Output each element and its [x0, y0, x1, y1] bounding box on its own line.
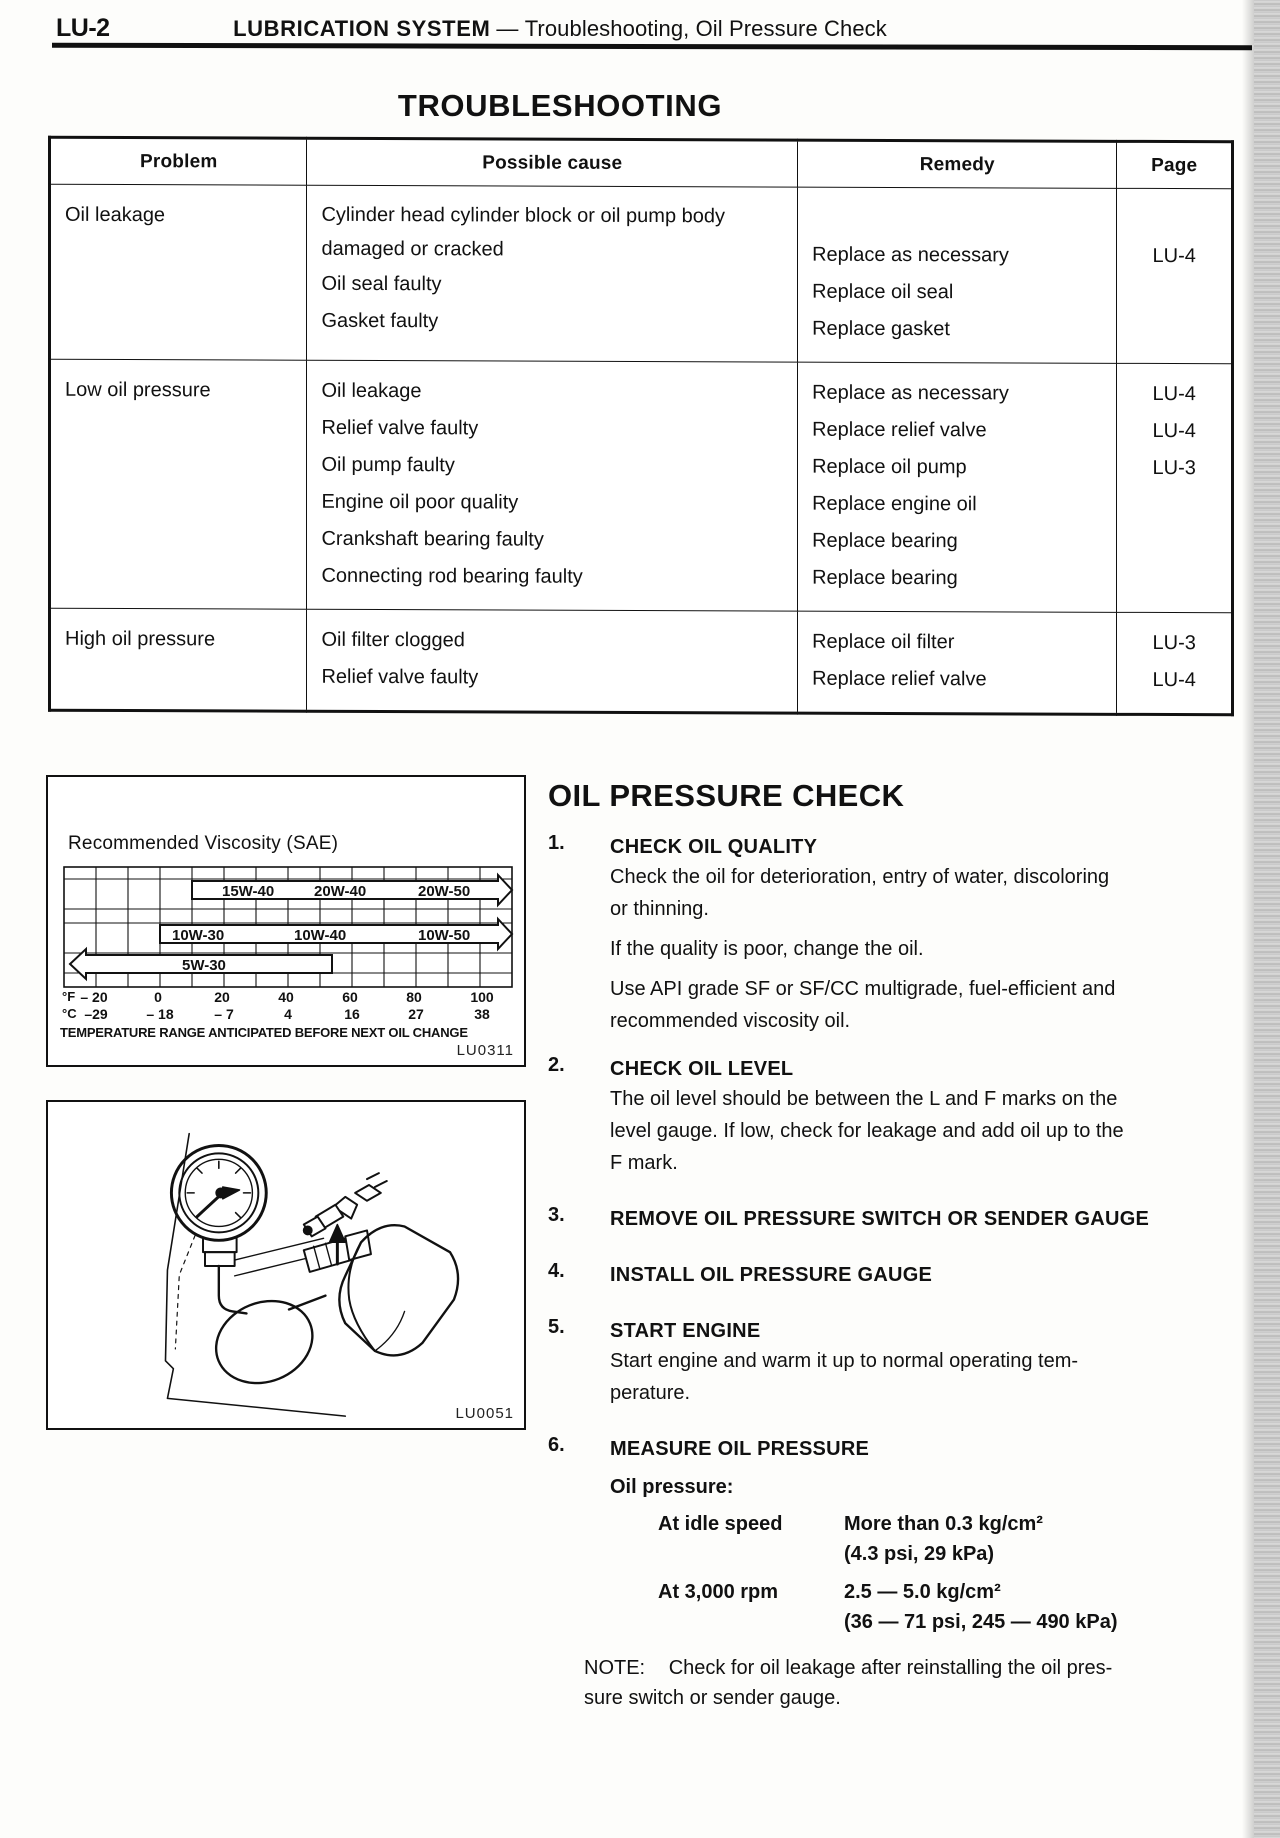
svg-text:10W-40: 10W-40 [294, 927, 347, 944]
step-body-line: level gauge. If low, check for leakage and add oil up to the [610, 1120, 1124, 1142]
header-system-name: LUBRICATION SYSTEM [233, 16, 491, 41]
cell-remedy: Replace as necessary [812, 243, 1009, 267]
tick-c: – 18 [146, 1006, 174, 1022]
column-header-remedy: Remedy [919, 154, 995, 176]
tick-c: 16 [344, 1006, 360, 1022]
note-line: sure switch or sender gauge. [584, 1687, 841, 1709]
cell-cause: Cylinder head cylinder block or oil pump body damaged or cracked [321, 203, 726, 261]
spec-row-3000rpm [658, 1577, 1254, 1607]
header-dash: — [496, 16, 519, 41]
procedure-title: OIL PRESSURE CHECK [548, 778, 905, 813]
step-heading: CHECK OIL QUALITY [610, 836, 818, 858]
scan-page-edge [1254, 0, 1280, 1838]
troubleshooting-title: TROUBLESHOOTING [397, 88, 723, 123]
step-body-line: If the quality is poor, change the oil. [610, 938, 924, 960]
procedure-step-6 [548, 1434, 1254, 1464]
cell-remedy: Replace bearing [812, 529, 958, 553]
step-heading: START ENGINE [610, 1320, 761, 1342]
viscosity-temperature-scale [62, 989, 514, 1023]
figure-viscosity-chart [46, 775, 526, 1067]
step-body [610, 862, 1254, 1036]
procedure-step-4 [548, 1260, 1254, 1290]
cell-cause: Oil leakage [321, 379, 422, 403]
cell-remedy: Replace gasket [812, 317, 950, 341]
table-row [50, 359, 1233, 613]
procedure-step-3 [548, 1204, 1254, 1234]
spec-label: Oil pressure: [610, 1476, 734, 1498]
cell-page: LU-4 [1152, 382, 1196, 406]
spec-row-idle [658, 1509, 1254, 1539]
cell-problem: High oil pressure [65, 627, 216, 651]
step-heading: INSTALL OIL PRESSURE GAUGE [610, 1264, 933, 1286]
cell-page: LU-4 [1152, 668, 1196, 692]
spec-value: 2.5 — 5.0 kg/cm² [844, 1581, 1001, 1603]
header-subtitle: Troubleshooting, Oil Pressure Check [524, 16, 887, 41]
oil-pressure-gauge-diagram [48, 1102, 524, 1428]
tick-f: 20 [214, 989, 230, 1005]
note-label: NOTE: [584, 1657, 646, 1679]
step-heading: CHECK OIL LEVEL [610, 1058, 794, 1080]
tick-f: 100 [470, 989, 494, 1005]
spec-value-alt-units: (36 — 71 psi, 245 — 490 kPa) [844, 1611, 1118, 1633]
step-heading: REMOVE OIL PRESSURE SWITCH OR SENDER GAUGE [610, 1208, 1150, 1230]
troubleshooting-table [48, 136, 1234, 717]
unit-celsius: °C [62, 1006, 77, 1021]
tick-f: – 20 [80, 989, 108, 1005]
cell-cause: Oil seal faulty [321, 272, 442, 296]
cell-cause: Oil pump faulty [321, 453, 455, 477]
step-number: 2. [548, 1054, 565, 1076]
step-body [610, 1084, 1254, 1178]
svg-text:15W-40: 15W-40 [222, 883, 275, 900]
step-number: 6. [548, 1434, 565, 1456]
cell-remedy: Replace relief valve [812, 418, 987, 442]
svg-text:20W-50: 20W-50 [418, 883, 471, 900]
figure-oil-pressure-gauge [46, 1100, 526, 1430]
step-body-line: F mark. [610, 1152, 678, 1174]
note-line: Check for oil leakage after reinstalling the oil pres- [668, 1657, 1113, 1679]
tick-f: 40 [278, 989, 294, 1005]
cell-remedy: Replace relief valve [812, 667, 987, 691]
step-number: 4. [548, 1260, 565, 1282]
procedure-step-2 [548, 1054, 1254, 1178]
temperature-row-fahrenheit [62, 989, 514, 1006]
column-header-problem: Problem [140, 151, 218, 173]
step-number: 1. [548, 832, 565, 854]
cell-remedy: Replace engine oil [812, 492, 977, 516]
cell-cause: Relief valve faulty [321, 416, 479, 440]
cell-remedy: Replace bearing [812, 566, 958, 590]
step-body-line: or thinning. [610, 898, 709, 920]
cell-page: LU-4 [1152, 244, 1196, 268]
cell-page: LU-3 [1152, 631, 1196, 655]
tick-c: 4 [284, 1006, 292, 1022]
procedure-column [548, 778, 1254, 1713]
spec-value: More than 0.3 kg/cm² [844, 1513, 1043, 1535]
cell-remedy: Replace oil filter [812, 630, 955, 654]
svg-text:10W-50: 10W-50 [418, 927, 471, 944]
tick-c: –29 [84, 1006, 108, 1022]
step-body-line: Start engine and warm it up to normal operating tem- [610, 1350, 1079, 1372]
cell-cause: Connecting rod bearing faulty [321, 564, 583, 588]
viscosity-chart-graphic [62, 865, 514, 995]
spec-key: At idle speed [658, 1513, 783, 1535]
cell-cause: Crankshaft bearing faulty [321, 527, 544, 551]
cell-remedy: Replace oil pump [812, 455, 967, 479]
cell-cause: Engine oil poor quality [321, 490, 519, 514]
cell-page: LU-4 [1152, 419, 1196, 443]
tick-c: 27 [408, 1006, 424, 1022]
step-body-line: perature. [610, 1382, 691, 1404]
tick-c: 38 [474, 1006, 490, 1022]
step-body-line: Use API grade SF or SF/CC multigrade, fuel-efficient and [610, 978, 1116, 1000]
spec-value-alt-units: (4.3 psi, 29 kPa) [844, 1543, 995, 1565]
tick-f: 60 [342, 989, 358, 1005]
step-body [610, 1346, 1254, 1408]
svg-text:20W-40: 20W-40 [314, 883, 367, 900]
procedure-step-1 [548, 832, 1254, 1036]
header-title [0, 16, 1120, 42]
step-body-line: The oil level should be between the L and F marks on the [610, 1088, 1118, 1110]
unit-fahrenheit: °F [62, 989, 76, 1004]
step-number: 3. [548, 1204, 565, 1226]
cell-cause: Gasket faulty [321, 309, 439, 333]
step-body-line: recommended viscosity oil. [610, 1010, 851, 1032]
spec-key: At 3,000 rpm [658, 1581, 779, 1603]
figure-id-viscosity: LU0311 [456, 1042, 514, 1059]
procedure-step-5 [548, 1316, 1254, 1408]
figure-id-gauge: LU0051 [455, 1405, 514, 1422]
table-row [50, 608, 1233, 715]
spec-table [658, 1509, 1254, 1637]
tick-f: 0 [154, 989, 162, 1005]
cell-problem: Oil leakage [65, 203, 166, 227]
svg-text:5W-30: 5W-30 [182, 957, 226, 974]
cell-remedy: Replace as necessary [812, 381, 1009, 405]
cell-cause: Relief valve faulty [321, 665, 479, 689]
scan-gutter-shadow [1242, 0, 1254, 1838]
cell-page: LU-3 [1152, 456, 1196, 480]
page-number: LU-2 [56, 14, 110, 42]
step-number: 5. [548, 1316, 565, 1338]
cell-cause: Oil filter clogged [321, 628, 465, 652]
step-heading: MEASURE OIL PRESSURE [610, 1438, 870, 1460]
table-row [50, 184, 1233, 364]
viscosity-chart-caption: TEMPERATURE RANGE ANTICIPATED BEFORE NEXT OIL CHANGE [60, 1025, 468, 1040]
viscosity-chart-title: Recommended Viscosity (SAE) [68, 833, 339, 854]
table-header-row [50, 137, 1233, 189]
note-block [584, 1653, 1254, 1713]
column-header-possible-cause: Possible cause [482, 152, 623, 174]
tick-f: 80 [406, 989, 422, 1005]
cell-problem: Low oil pressure [65, 378, 211, 402]
column-header-page: Page [1151, 154, 1198, 177]
svg-text:10W-30: 10W-30 [172, 927, 225, 944]
tick-c: – 7 [214, 1006, 234, 1022]
step-body-line: Check the oil for deterioration, entry of water, discoloring [610, 866, 1110, 888]
temperature-row-celsius [62, 1006, 514, 1023]
cell-remedy: Replace oil seal [812, 280, 954, 304]
